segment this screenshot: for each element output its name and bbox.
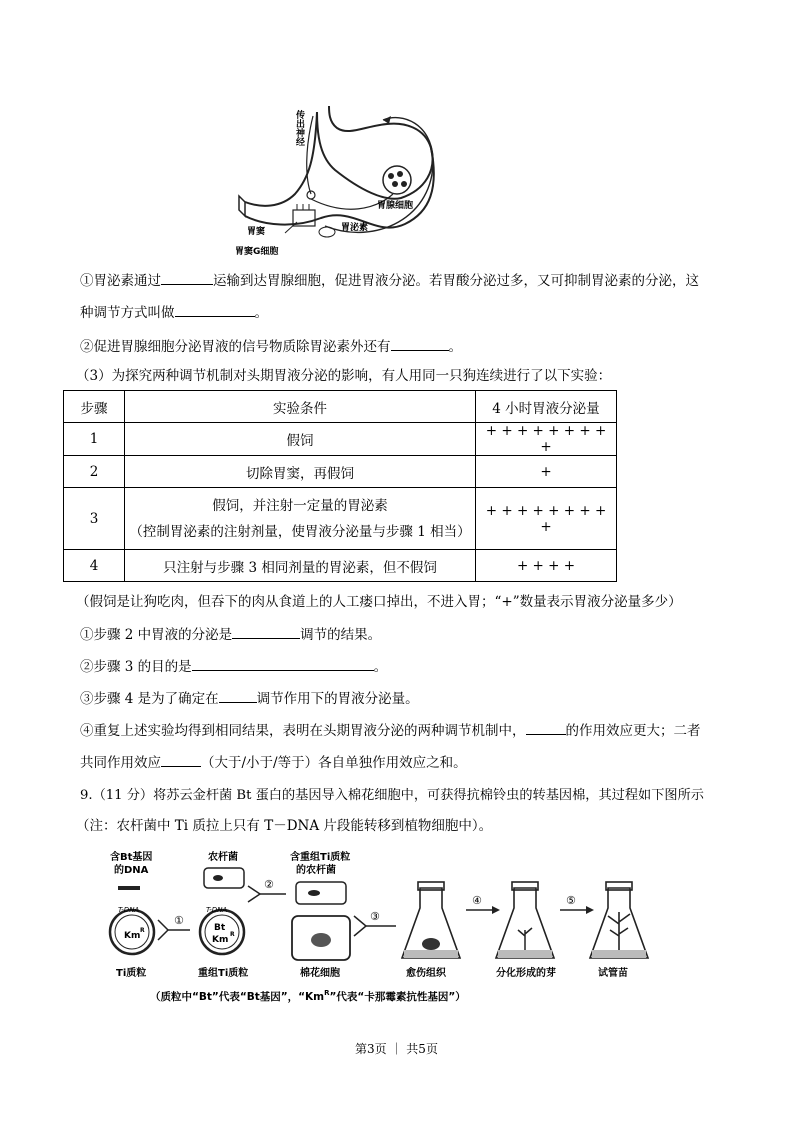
q2-line-1: ①胃泌素通过 运输到达胃腺细胞，促进胃液分泌。若胃酸分泌过多，又可抑制胃泌素的分泌，这: [80, 270, 740, 291]
bt-dna-label-2: 的DNA: [114, 865, 149, 876]
table-note: （假饲是让狗吃肉，但吞下的肉从食道上的人工瘘口掉出，不进入胃；“+”数量表示胃液分泌量多少）: [76, 594, 682, 610]
recomb-agro-label-2: 的农杆菌: [296, 865, 336, 876]
km-label-1: Km: [124, 931, 141, 941]
step1-label: ①: [174, 914, 184, 927]
stomach-diagram: [225, 98, 450, 260]
q3-item-4-cont: 共同作用效应 （大于/小于/等于）各自单独作用效应之和。: [80, 752, 740, 773]
step4-label: ④: [472, 894, 482, 907]
plantlet-label: 试管苗: [598, 968, 628, 979]
header-condition: 实验条件: [125, 391, 476, 423]
bud-label: 分化形成的芽: [496, 968, 556, 979]
bt-dna-label-1: 含Bt基因: [110, 852, 153, 863]
figure-caption: （质粒中“Bt”代表“Bt基因”，“$Km^R$”代表“卡那霉素抗性基因”）: [150, 989, 466, 1003]
blank-regulation-type[interactable]: [175, 302, 255, 317]
blank-transport[interactable]: [161, 270, 213, 285]
page-footer: 第3页 ｜ 共5页: [355, 1042, 438, 1056]
agrobacterium-label: 农杆菌: [208, 852, 238, 863]
table-row: 4 只注射与步骤 3 相同剂量的胃泌素，但不假饲 + + + +: [64, 550, 617, 582]
table-header-row: [64, 391, 617, 423]
header-amount: 4 小时胃液分泌量: [476, 391, 617, 423]
table-row: 3 假饲，并注射一定量的胃泌素 （控制胃泌素的注射剂量，使胃液分泌量与步骤 1 相当） + + + + + + + + +: [64, 488, 617, 550]
q3-item-3: ③步骤 4 是为了确定在 调节作用下的胃液分泌量。: [80, 688, 740, 709]
step3-label: ③: [370, 910, 380, 923]
stomach-figure: [225, 98, 450, 260]
recomb-agro-label-1: 含重组Ti质粒: [290, 852, 351, 863]
km-label-2: Km: [212, 935, 229, 945]
blank-step3-purpose[interactable]: [192, 656, 374, 671]
bt-label: Bt: [214, 923, 226, 933]
gastrin-label: 胃泌素: [341, 223, 369, 233]
experiment-table: [63, 390, 617, 582]
blank-step2[interactable]: [232, 624, 300, 639]
callus-label: 愈伤组织: [406, 968, 446, 979]
km-sup-1: R: [140, 927, 145, 934]
antrum-g-cell-label: 胃窦G细胞: [235, 247, 279, 257]
blank-step4[interactable]: [219, 688, 257, 703]
cotton-cell-label: 棉花细胞: [300, 968, 340, 979]
tdna-label-2: T-DNA: [206, 906, 228, 914]
transgenic-process-figure: [100, 846, 660, 1011]
efferent-nerve-label: 传出神经: [294, 110, 304, 146]
process-diagram: [100, 846, 660, 1011]
q2-line-3: ②促进胃腺细胞分泌胃液的信号物质除胃泌素外还有 。: [80, 336, 740, 357]
q9-line-2: （注：农杆菌中 Ti 质拉上只有 T－DNA 片段能转移到植物细胞中）。: [76, 818, 493, 834]
q2-line-2: 种调节方式叫做 。: [80, 302, 740, 323]
blank-compare[interactable]: [161, 752, 201, 767]
blank-signal[interactable]: [391, 336, 449, 351]
q3-item-2: ②步骤 3 的目的是 。: [80, 656, 740, 677]
header-step: 步骤: [64, 391, 125, 423]
gastric-gland-cell-label: 胃腺细胞: [377, 201, 414, 211]
q3-intro: （3）为探究两种调节机制对头期胃液分泌的影响，有人用同一只狗连续进行了以下实验：: [76, 368, 612, 384]
tdna-label-1: T-DNA: [118, 906, 140, 914]
ti-plasmid-label: Ti质粒: [116, 968, 147, 979]
q9-line-1: 9.（11 分）将苏云金杆菌 Bt 蛋白的基因导入棉花细胞中，可获得抗棉铃虫的转基因棉，其过程如下图所示: [80, 788, 704, 803]
blank-mechanism[interactable]: [526, 720, 566, 735]
table-row: 2 切除胃窦，再假饲 +: [64, 456, 617, 488]
km-sup-2: R: [230, 931, 235, 938]
step5-label: ⑤: [566, 894, 576, 907]
q3-item-4: ④重复上述实验均得到相同结果，表明在头期胃液分泌的两种调节机制中， 的作用效应更大；二者: [80, 720, 740, 741]
q3-item-1: ①步骤 2 中胃液的分泌是 调节的结果。: [80, 624, 740, 645]
step2-label: ②: [264, 878, 274, 891]
antrum-label: 胃窦: [247, 227, 266, 237]
table-row: 1 假饲 + + + + + + + + +: [64, 423, 617, 456]
recomb-ti-label: 重组Ti质粒: [198, 968, 249, 979]
